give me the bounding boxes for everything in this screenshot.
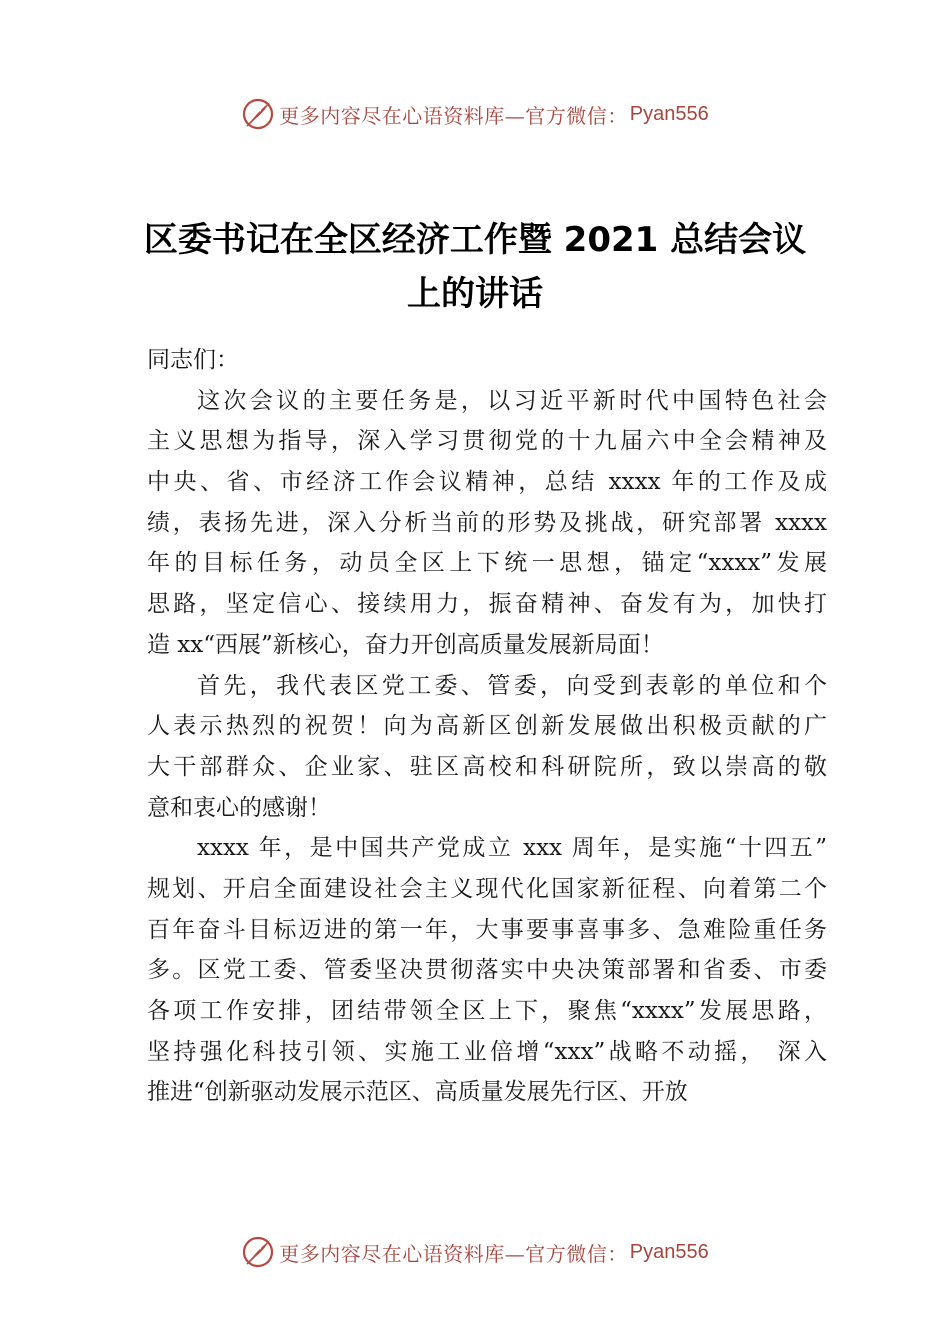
text-line: 绩，表扬先进，深入分析当前的形势及挑战，研究部署 xxxx bbox=[147, 509, 827, 536]
text-line: xxxx 年，是中国共产党成立 xxx 周年，是实施“十四五” bbox=[197, 835, 827, 862]
text-line: 坚持强化科技引领、实施工业倍增“xxx”战略不动摇， 深入 bbox=[147, 1038, 827, 1065]
text-line: 规划、开启全面建设社会主义现代化国家新征程、向着第二个 bbox=[147, 875, 827, 902]
text-line: 多。区党工委、管委坚决贯彻落实中央决策部署和省委、市委 bbox=[147, 957, 827, 984]
wechat-id: Pyan556 bbox=[629, 102, 709, 125]
feather-quill-seal-icon bbox=[241, 97, 275, 131]
banner-text: 更多内容尽在心语资料库—官方微信： bbox=[279, 103, 628, 128]
text-line: 年的目标任务，动员全区上下统一思想，锚定“xxxx”发展 bbox=[147, 550, 827, 577]
document-body bbox=[147, 340, 827, 1113]
wechat-id: Pyan556 bbox=[629, 1240, 709, 1263]
text-line: 意和衷心的感谢！ bbox=[147, 794, 331, 821]
title-line: 上的讲话 bbox=[407, 274, 543, 314]
text-line: 推进“创新驱动发展示范区、高质量发展先行区、开放 bbox=[147, 1079, 688, 1106]
header-banner bbox=[0, 94, 950, 134]
banner-text: 更多内容尽在心语资料库—官方微信： bbox=[279, 1241, 628, 1266]
greeting: 同志们： bbox=[147, 347, 239, 373]
text-line: 人表示热烈的祝贺！向为高新区创新发展做出积极贡献的广 bbox=[147, 713, 827, 740]
text-line: 造 xx“西展”新核心，奋力开创高质量发展新局面！ bbox=[147, 631, 664, 658]
text-line: 大干部群众、企业家、驻区高校和科研院所，致以崇高的敬 bbox=[147, 753, 827, 780]
document-title bbox=[0, 213, 950, 321]
text-line: 主义思想为指导，深入学习贯彻党的十九届六中全会精神及 bbox=[147, 428, 827, 455]
title-line: 区委书记在全区经济工作暨 2021 总结会议 bbox=[143, 220, 807, 260]
text-line: 中央、省、市经济工作会议精神，总结 xxxx 年的工作及成 bbox=[147, 469, 827, 496]
text-line: 思路，坚定信心、接续用力，振奋精神、奋发有为，加快打 bbox=[147, 591, 827, 618]
text-line: 这次会议的主要任务是，以习近平新时代中国特色社会 bbox=[197, 387, 827, 414]
text-line: 首先，我代表区党工委、管委，向受到表彰的单位和个 bbox=[197, 672, 827, 699]
text-line: 各项工作安排，团结带领全区上下，聚焦“xxxx”发展思路， bbox=[147, 998, 827, 1024]
footer-banner bbox=[0, 1232, 950, 1272]
text-line: 百年奋斗目标迈进的第一年，大事要事喜事多、急难险重任务 bbox=[147, 916, 827, 943]
feather-quill-seal-icon bbox=[241, 1235, 275, 1269]
